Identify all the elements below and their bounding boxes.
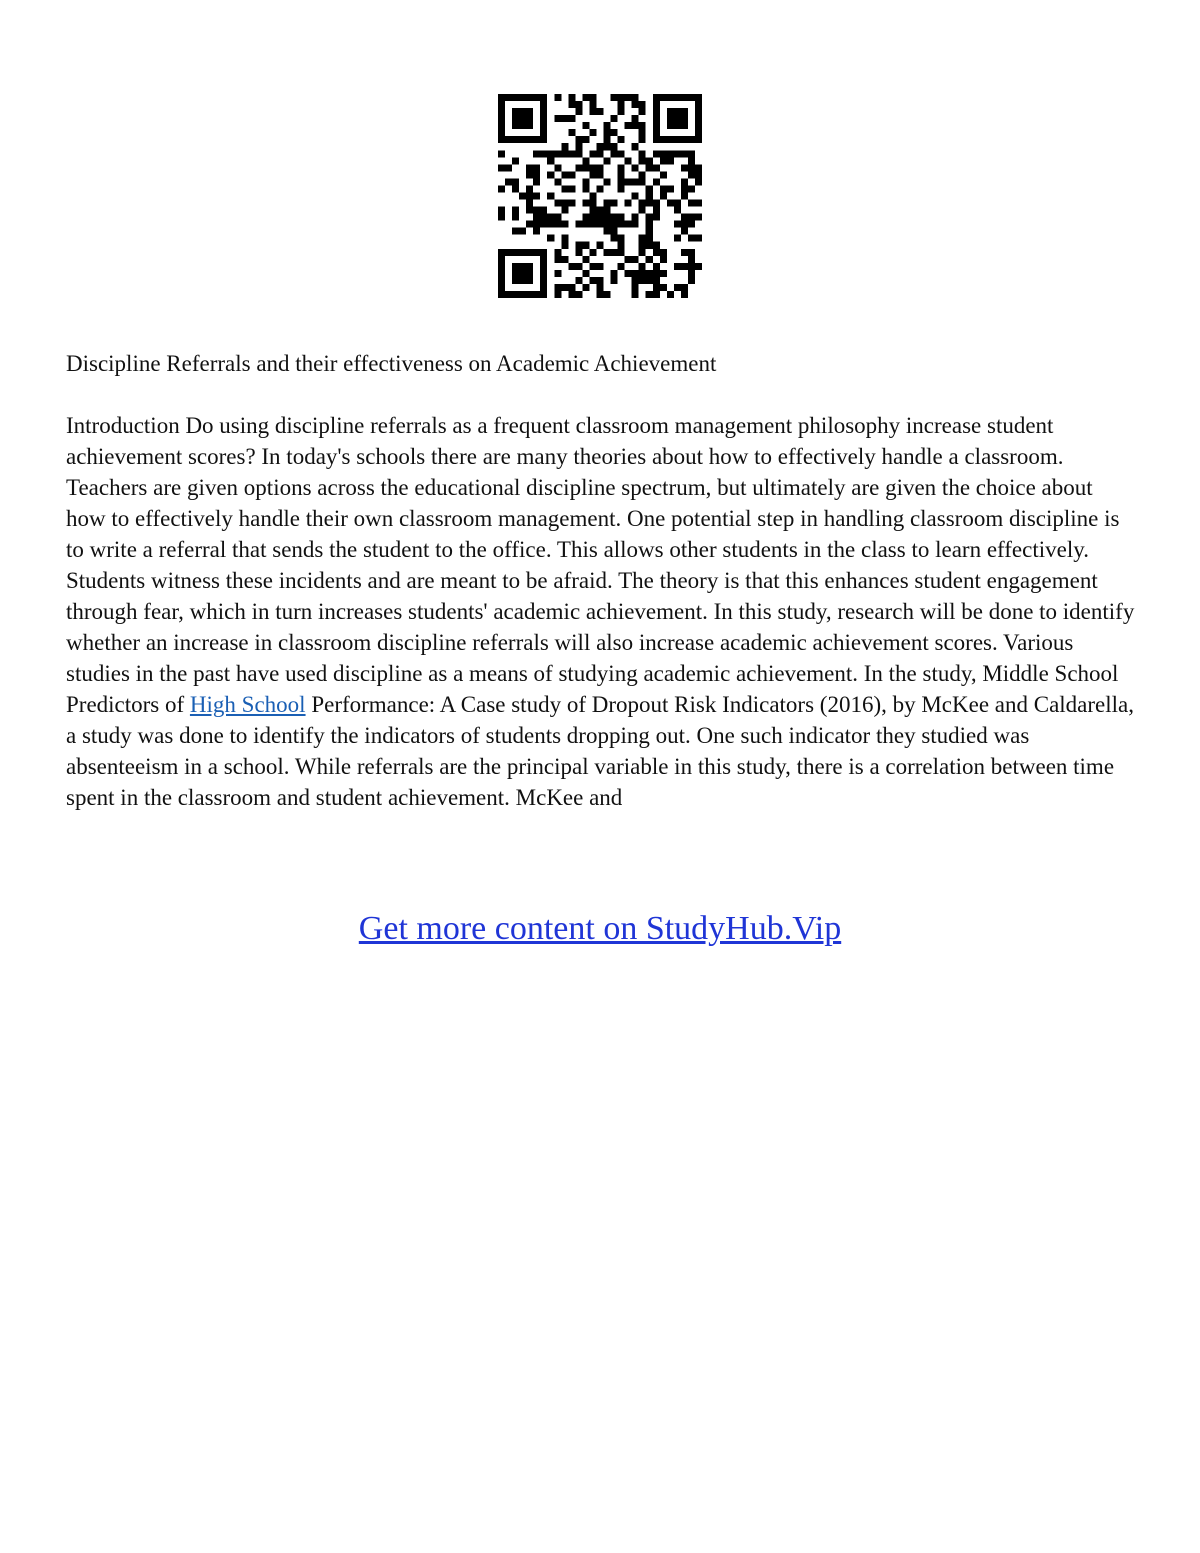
footer — [0, 908, 1200, 950]
high-school-link[interactable]: High School — [189, 692, 306, 717]
qr-code-icon — [498, 94, 702, 298]
studyhub-link[interactable]: Get more content on StudyHub.Vip — [358, 910, 842, 947]
document-body — [66, 410, 1136, 813]
body-text-part-2: Performance: A Case study of Dropout Risk Indicators (2016), by McKee and Caldarella, a study was done to identify the indicators of students dropping out. One such indicator they studied was absenteeism in a school. While referrals are the principal variable in this study, there is a correlation between time spent in the classroom and student achievement. McKee and — [66, 692, 1135, 810]
body-text-part-1: Introduction Do using discipline referrals as a frequent classroom management philosophy increase student achievement scores? In today's schools there are many theories about how to effectively handle a classroom. Teachers are given options across the educational discipline spectrum, but ultimately are given the choice about how to effectively handle their own classroom management. One potential step in handling classroom discipline is to write a referral that sends the student to the office. This allows other students in the class to learn effectively. Students witness these incidents and are meant to be afraid. The theory is that this enhances student engagement through fear, which in turn increases students' academic achievement. In this study, research will be done to identify whether an increase in classroom discipline referrals will also increase academic achievement scores. Various studies in the past have used discipline as a means of studying academic achievement. In the study, Middle School Predictors of — [66, 413, 1135, 717]
document-title: Discipline Referrals and their effectiveness on Academic Achievement — [66, 351, 717, 376]
